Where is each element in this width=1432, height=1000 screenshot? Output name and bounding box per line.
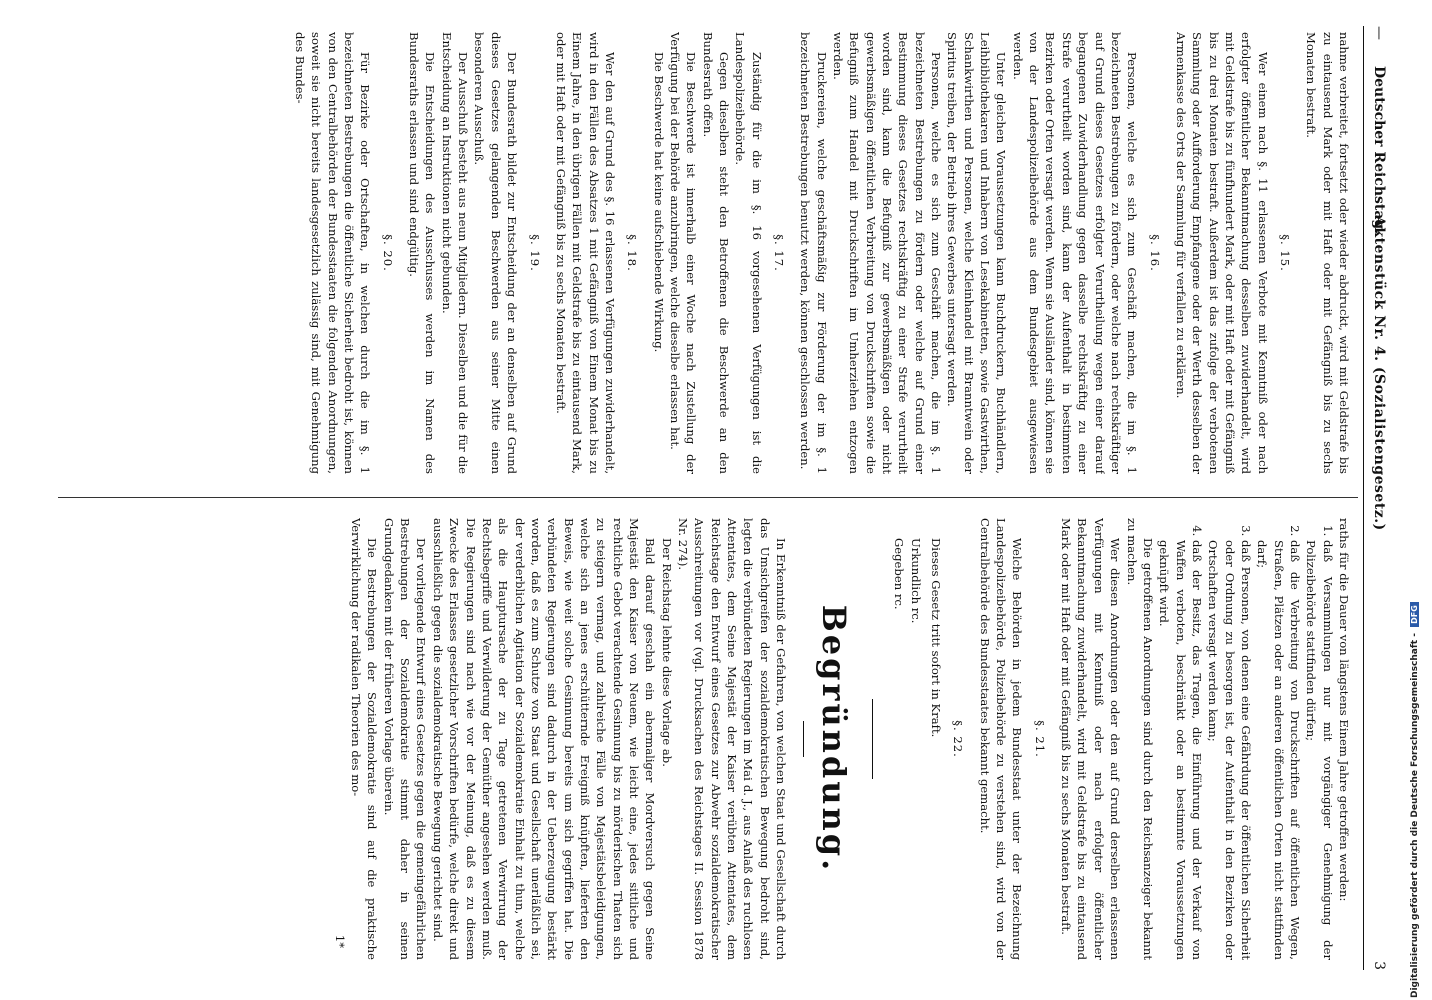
paragraph: Wer den auf Grund des §. 16 erlassenen Verfügungen zuwiderhandelt, wird in den Fällen des Absatzes 1 mit Gefängniß von Einem Monat bis zu Einem Jahre, in den übrigen Fällen mit Geldstrafe bis zu eintausend Mark, oder mit Haft oder mit Gefängniß bis zu sechs Monaten bestraft. <box>553 32 617 474</box>
paragraph: Der vorliegende Entwurf eines Gesetzes gegen die gemeingefährlichen Bestrebungen der Sozialdemokratie stimmt daher in seinen Grundgedanken mit der früheren Vorlage überein. <box>381 518 429 960</box>
dfg-logo: DFG <box>1410 602 1419 627</box>
paragraph: Wer diesen Anordnungen oder den auf Grund derselben erlassenen Verfügungen mit Kenntniß oder nach erfolgter öffentlicher Bekanntmachung zuwiderhandelt, wird mit Geldstrafe bis zu eintausend Mark oder mit Haft oder mit Gefängniß bis zu sechs Monaten bestraft. <box>1059 518 1123 960</box>
paragraph: Gegen dieselben steht den Betroffenen die Beschwerde an den Bundesrath offen. <box>700 32 731 474</box>
section-heading: §. 20. <box>380 234 395 272</box>
section-heading: §. 22. <box>951 720 966 758</box>
section-heading: §. 15. <box>1277 234 1292 272</box>
paragraph: Die Entscheidungen des Ausschusses werden im Namen des Bundesraths erlassen und sind endgültig. <box>407 32 438 474</box>
list-item: 2. daß die Verbreitung von Druckschriften auf öffentlichen Wegen, Straßen, Plätzen oder an anderen öffentlichen Orten nicht stattfinden darf; <box>1254 540 1303 960</box>
paragraph: Wer einem nach §. 11 erlassenen Verbote mit Kenntniß oder nach erfolgter öffentlicher Bekanntmachung desselben zuwiderhandelt, wird mit Geldstrafe bis zu fünfhundert Mark, oder mit Haft oder mit Gefängniß bis zu drei Monaten bestraft. Außerdem ist das zufolge der verbotenen Sammlung oder Aufforderung Empfangene oder der Werth desselben der Armenkasse des Orts der Sammlung für verfallen zu erklären. <box>1173 32 1270 474</box>
paragraph: Der Ausschuß besteht aus neun Mitgliedern. Dieselben und die für die Entscheidung an Instruktionen nicht gebunden. <box>439 32 471 474</box>
paragraph: Die getroffenen Anordnungen sind durch den Reichsanzeiger bekannt zu machen. <box>1124 518 1155 960</box>
paragraph: Der Bundesrath bildet zur Entscheidung der an denselben auf Grund dieses Gesetzes gelangenden Beschwerden aus seiner Mitte einen besonderen Ausschuß. <box>472 32 520 474</box>
paragraph: raths für die Dauer von längstens Einem Jahre getroffen werden: <box>1337 518 1351 902</box>
numbered-list <box>1156 518 1336 960</box>
divider-rule <box>872 699 873 779</box>
right-column <box>52 518 1352 960</box>
section-heading: §. 18. <box>625 234 640 272</box>
paragraph: Welche Behörden in jedem Bundesstaat unter der Bezeichnung Landespolizeibehörde, Polizeibehörde zu verstehen sind, wird von der Centralbehörde des Bundesstaates bekannt gemacht. <box>977 518 1025 960</box>
section-heading: §. 19. <box>527 234 542 272</box>
signature-line: Urkundlich rc. <box>908 538 923 624</box>
paragraph: Die Beschwerde ist innerhalb einer Woche nach Zustellung der Verfügung bei der Behörde anzubringen, welche dieselbe erlassen hat. <box>667 32 699 474</box>
page-header <box>1363 26 1390 970</box>
heading-underline <box>803 721 804 757</box>
paragraph: Unter gleichen Voraussetzungen kann Buchdruckern, Buchhändlern, Leihbibliothekaren und Inhabern von Lesekabinetten, sowie Gastwirthen, Schankwirthen und Personen, welche Kleinhandel mit Branntwein oder Spiritus treiben, der Betrieb ihres Gewerbes untersagt werden. <box>945 32 1009 474</box>
paragraph: Der Reichstag lehnte diese Vorlage ab. <box>659 538 674 767</box>
paragraph: Für Bezirke oder Ortschaften, in welchen durch die im §. 1 bezeichneten Bestrebungen die öffentliche Sicherheit bedroht ist, können von den Centralbehörden der Bundesstaaten die folgenden Anordnungen, soweit sie nicht bereits landesgesetzlich zulässig sind, mit Genehmigung des Bundes- <box>293 32 373 474</box>
page-number: 3 <box>1371 961 1387 970</box>
paragraph: Personen, welche es sich zum Geschäft machen, die im §. 1 bezeichneten Bestrebungen zu fördern, oder welche nach rechtskräftiger auf Grund dieses Gesetzes erfolgter Verurtheilung wegen einer darauf begangenen Zuwiderhandlung gegen dasselbe rechtskräftig zu einer Strafe verurtheilt worden sind, kann der Aufenthalt in bestimmten Bezirken oder Orten versagt werden. Wenn sie Ausländer sind, können sie von der Landespolizeibehörde aus dem Bundesgebiet ausgewiesen werden. <box>1010 32 1140 474</box>
header-dash: — <box>1371 26 1387 40</box>
list-item: 3. daß Personen, von denen eine Gefährdung der öffentlichen Sicherheit oder Ordnung zu besorgen ist, der Aufenthalt in den Bezirken oder Ortschaften versagt werden kann; <box>1205 540 1254 960</box>
justification-heading: Begründung. <box>815 604 854 874</box>
digitization-credit <box>1410 602 1420 998</box>
paragraph: Dieses Gesetz tritt sofort in Kraft. <box>929 538 944 738</box>
paragraph: Die Bestrebungen der Sozialdemokratie sind auf die praktische Verwirklichung der radikalen Theorien des mo- <box>349 518 380 960</box>
section-heading: §. 16. <box>1147 234 1162 272</box>
signature-block <box>891 538 924 960</box>
paragraph: Personen, welche es sich zum Geschäft machen, die im §. 1 bezeichneten Bestrebungen zu fördern oder welche auf Grund einer Bestimmung dieses Gesetzes rechtskräftig zu einer Strafe verurtheilt worden sind, kann die Befugniß zur gewerbsmäßigen oder nicht gewerbsmäßigen öffentlichen Verbreitung von Druckschriften sowie die Befugniß zum Handel mit Druckschriften im Umherziehen entzogen werden. <box>831 32 944 474</box>
header-document: Aktenstück Nr. 4. (Sozialistengesetz.) <box>1371 216 1387 531</box>
rotated-page <box>25 18 1400 978</box>
list-item: 4. daß der Besitz, das Tragen, die Einführung und der Verkauf von Waffen verboten, beschränkt oder an bestimmte Voraussetzungen geknüpft wird. <box>1156 540 1205 960</box>
paragraph: In Erkenntniß der Gefahren, von welchen Staat und Gesellschaft durch das Umsichgreifen der sozialdemokratischen Bewegung bedroht sind, legten die verbündeten Regierungen im Mai d. J., aus Anlaß des ruchlosen Attentates, dem Seine Majestät der Kaiser verübten Attentates, dem Reichstage den Entwurf eines Gesetzes zur Abwehr sozialdemokratischer Ausschreitungen vor (vgl. Drucksachen des Reichstages II. Session 1878 Nr. 274). <box>676 518 789 960</box>
signature-line: Gegeben rc. <box>892 538 907 610</box>
paragraph: Druckereien, welche geschäftsmäßig zur Förderung der im §. 1 bezeichneten Bestrebungen benutzt werden, können geschlossen werden. <box>798 32 829 474</box>
paragraph: Bald darauf geschah ein abermaliger Mordversuch gegen Seine Majestät den Kaiser von Neuem, wie leicht eine, jedes sittliche und rechtliche Gebot verachtende Gesinnung bis zu mörderischen Thaten sich zu steigern vermag, und zahlreiche Fälle von Majestätsbeleidigungen, welche sich an jenes erschütternde Ereigniß knüpften, lieferten den Beweis, wie weit solche Gesinnung bereits um sich gegriffen hat. Die verbündeten Regierungen sind dadurch in der Ueberzeugung bestärkt worden, daß es zum Schutze von Staat und Gesellschaft unerläßlich sei, der verderblichen Agitation der Sozialdemokratie Einhalt zu thun, welche als die Hauptursache der zu Tage getretenen Verwirrung der Rechtsbegriffe und Verwilderung der Gemüther angesehen werden muß. Die Regierungen sind nach wie vor der Meinung, daß es zu diesem Zwecke des Erlasses gesetzlicher Vorschriften bedürfe, welche direkt und ausschließlich gegen die sozialdemokratische Bewegung gerichtet sind. <box>430 518 658 960</box>
signature-mark: 1* <box>332 934 347 948</box>
left-column <box>52 32 1352 474</box>
paragraph: nahme verbreitet, fortsetzt oder wieder abdruckt, wird mit Geldstrafe bis zu eintausend Mark oder mit Haft oder mit Gefängniß bis zu sechs Monaten bestraft. <box>1304 32 1351 474</box>
header-title: Deutscher Reichstag. <box>1371 66 1387 235</box>
list-item: 1. daß Versammlungen nur mit vorgängiger Genehmigung der Polizeibehörde stattfinden dürfen; <box>1303 540 1336 960</box>
section-heading: §. 21. <box>1032 720 1047 758</box>
column-divider <box>58 497 1358 498</box>
paragraph: Zuständig für die im §. 16 vorgesehenen Verfügungen ist die Landespolizeibehörde. <box>733 32 764 474</box>
credit-text: Digitalisierung gefördert durch die Deutsche Forschungsgemeinschaft - <box>1410 633 1420 998</box>
paragraph: Die Beschwerde hat keine aufschiebende Wirkung. <box>651 52 666 353</box>
section-heading: §. 17. <box>772 234 786 272</box>
